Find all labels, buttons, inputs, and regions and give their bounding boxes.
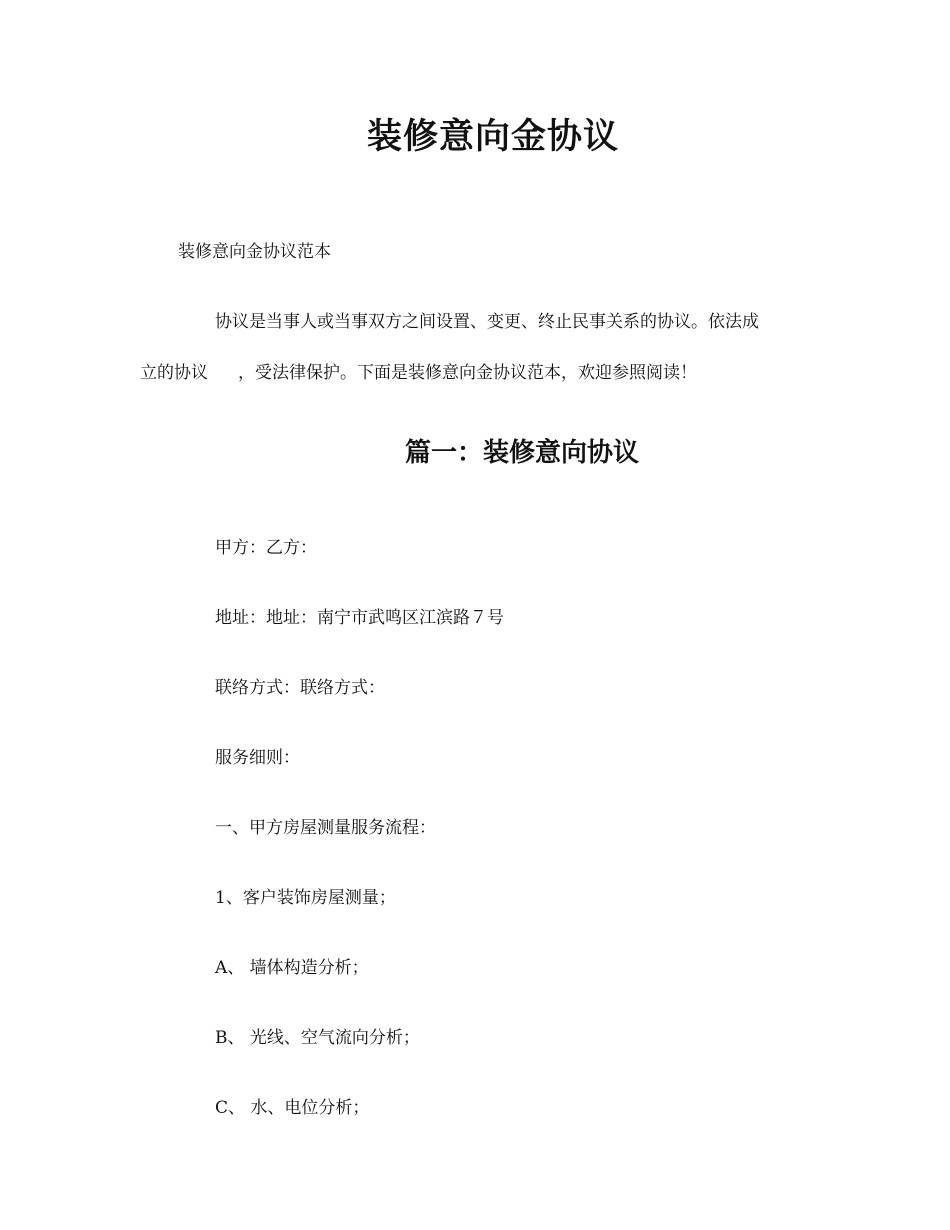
body-line-service-terms: 服务细则： [215,748,300,768]
body-line-item-a: A、 墙体构造分析； [215,958,369,978]
document-subtitle: 装修意向金协议范本 [178,242,331,262]
body-line-item-b: B、 光线、空气流向分析； [215,1028,420,1048]
document-title: 装修意向金协议 [366,117,619,157]
body-line-section-1: 一、甲方房屋测量服务流程： [215,818,436,838]
intro-paragraph-line-2 [140,361,697,385]
body-line-item-c: C、 水、电位分析； [215,1098,370,1118]
body-line-address: 地址：地址：南宁市武鸣区江滨路７号 [215,608,504,628]
body-line-contact: 联络方式：联络方式： [215,678,385,698]
intro-line-2-part-a: 立的协议 [140,363,208,383]
body-line-party: 甲方：乙方： [215,538,317,558]
section-heading: 篇一：装修意向协议 [404,438,639,468]
intro-paragraph-line-1: 协议是当事人或当事双方之间设置、变更、终止民事关系的协议。依法成 [215,312,759,332]
body-line-item-1: 1、客户装饰房屋测量； [215,888,396,908]
intro-line-2-part-b: ，受法律保护。下面是装修意向金协议范本，欢迎参照阅读！ [238,363,697,383]
